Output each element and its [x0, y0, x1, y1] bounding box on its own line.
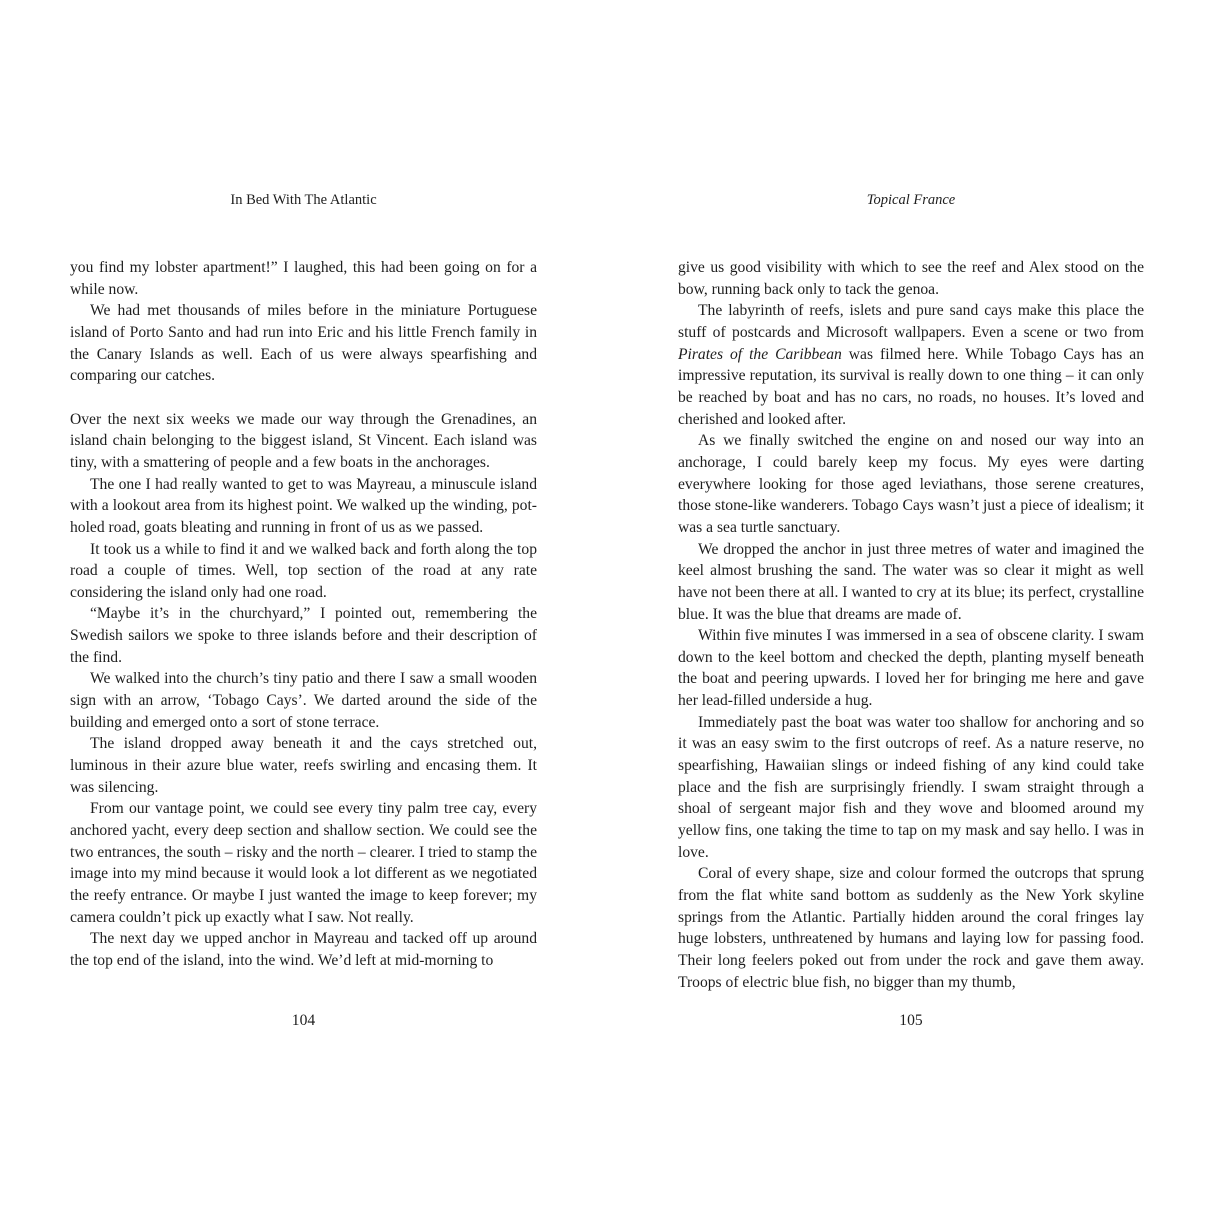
paragraph: The island dropped away beneath it and the cays stretched out, luminous in their azure blue water, reefs swirling and encasing them. It was silencing.	[70, 735, 537, 796]
paragraph-text: The labyrinth of reefs, islets and pure sand cays make this place the stuff of postcards and Microsoft wallpapers. Even a scene or two from	[678, 302, 1144, 341]
paragraph: give us good visibility with which to see the reef and Alex stood on the bow, running back only to tack the genoa.	[678, 259, 1144, 298]
paragraph: We had met thousands of miles before in the miniature Portuguese island of Porto Santo and had run into Eric and his little French family in the Canary Islands as well. Each of us were always spearfishing and comparing our catches.	[70, 302, 537, 385]
paragraph: We dropped the anchor in just three metres of water and imagined the keel almost brushing the sand. The water was so clear it might as well have not been there at all. I wanted to cry at its blue; its perfect, crystalline blue. It was the blue that dreams are made of.	[678, 540, 1144, 623]
paragraph: We walked into the church’s tiny patio and there I saw a small wooden sign with an arrow, ‘Tobago Cays’. We darted around the side of the building and emerged onto a sort of stone terrace.	[70, 670, 537, 731]
right-page	[678, 0, 1144, 1214]
paragraph: Immediately past the boat was water too shallow for anchoring and so it was an easy swim to the first outcrops of reef. As a nature reserve, no spearfishing, Hawaiian slings or indeed fishing of any kind could take place and the fish are surprisingly friendly. I swam straight through a shoal of sergeant major fish and they wove and bloomed around my yellow fins, one taking the time to tap on my mask and say hello. I was in love.	[678, 713, 1144, 861]
paragraph: Coral of every shape, size and colour formed the outcrops that sprung from the flat white sand bottom as suddenly as the New York skyline springs from the Atlantic. Partially hidden around the coral fringes lay huge lobsters, unthreatened by humans and laying low for passing food. Their long feelers poked out from under the rock and gave them away. Troops of electric blue fish, no bigger than my thumb,	[678, 865, 1144, 991]
paragraph: “Maybe it’s in the churchyard,” I pointed out, remembering the Swedish sailors we spoke to three islands before and their description of the find.	[70, 605, 537, 666]
paragraph-section-start: Over the next six weeks we made our way through the Grenadines, an island chain belonging to the biggest island, St Vincent. Each island was tiny, with a smattering of people and a few boats in the anchorages.	[70, 410, 537, 471]
running-head-book-title: In Bed With The Atlantic	[230, 192, 377, 208]
left-page-body	[70, 257, 537, 972]
film-title: Pirates of the Caribbean	[678, 345, 842, 363]
right-page-body	[678, 257, 1144, 993]
paragraph: As we finally switched the engine on and nosed our way into an anchorage, I could barely keep my focus. My eyes were darting everywhere looking for those aged leviathans, those serene creatures, those stone-like wanderers. Tobago Cays wasn’t just a piece of idealism; it was a sea turtle sanctuary.	[678, 432, 1144, 536]
paragraph-text: was filmed here. While Tobago Cays has an impressive reputation, its survival is really down to one thing – it can only be reached by boat and has no cars, no roads, no houses. It’s loved and cherished and looked after.	[678, 345, 1144, 428]
paragraph: It took us a while to find it and we walked back and forth along the top road a couple of times. Well, top section of the road at any rate considering the island only had one road.	[70, 540, 537, 601]
left-page	[70, 0, 537, 1214]
paragraph: The one I had really wanted to get to was Mayreau, a minuscule island with a lookout area from its highest point. We walked up the winding, pot-holed road, goats bleating and running in front of us as we passed.	[70, 475, 537, 536]
paragraph: Within five minutes I was immersed in a sea of obscene clarity. I swam down to the keel bottom and checked the depth, planting myself beneath the boat and peering upwards. I loved her for bringing me here and gave her lead-filled underside a hug.	[678, 627, 1144, 710]
paragraph: From our vantage point, we could see every tiny palm tree cay, every anchored yacht, every deep section and shallow section. We could see the two entrances, the south – risky and the north – clearer. I tried to stamp the image into my mind because it would look a lot different as we negotiated the reefy entrance. Or maybe I just wanted the image to keep forever; my camera couldn’t pick up exactly what I saw. Not really.	[70, 800, 537, 926]
running-head-chapter-title: Topical France	[866, 192, 956, 208]
paragraph	[678, 300, 1144, 430]
paragraph: The next day we upped anchor in Mayreau and tacked off up around the top end of the island, into the wind. We’d left at mid-morning to	[70, 930, 537, 969]
paragraph: you find my lobster apartment!” I laughed, this had been going on for a while now.	[70, 259, 537, 298]
page-number: 105	[899, 1012, 923, 1029]
page-number: 104	[291, 1012, 316, 1029]
